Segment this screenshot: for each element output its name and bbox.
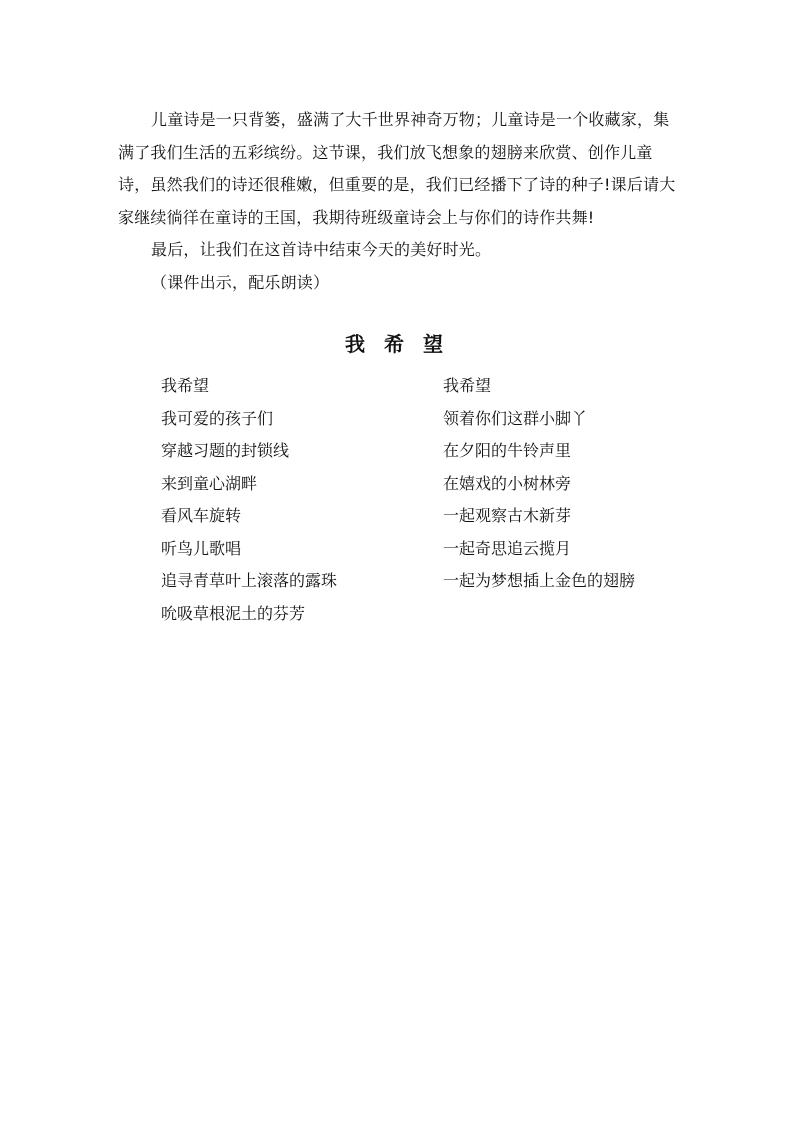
poem-right-column [443,370,635,598]
poem-line: 一起奇思追云揽月 [443,538,572,558]
poem-line: 听鸟儿歌唱 [161,538,242,558]
poem-line: 我希望 [443,376,492,395]
poem-line: 一起为梦想插上金色的翅膀 [443,571,636,590]
poem-line: 穿越习题的封锁线 [161,441,290,460]
poem-line: 在夕阳的牛铃声里 [443,441,572,460]
poem-title: 我 希 望 [345,332,449,356]
poem-line: 吮吸草根泥土的芬芳 [161,603,306,623]
intro-paragraph: 儿童诗是一只背篓，盛满了大千世界神奇万物；儿童诗是一个收藏家，集满了我们生活的五彩缤纷。这节课，我们放飞想象的翅膀来欣赏、创作儿童诗，虽然我们的诗还很稚嫩，但重要的是，我们已经播下了诗的种子!课后请大家继续徜徉在童诗的王国，我期待班级童诗会上与你们的诗作共舞! [118,110,676,227]
poem-line: 我希望 [161,376,210,395]
poem-line: 我可爱的孩子们 [161,408,274,428]
poem-line: 在嬉戏的小树林旁 [443,473,572,493]
closing-paragraph: 最后，让我们在这首诗中结束今天的美好时光。 [151,240,492,259]
stage-direction: （课件出示，配乐朗读） [151,272,330,292]
poem-left-column [161,370,337,630]
poem-line: 一起观察古木新芽 [443,506,572,525]
poem-line: 看风车旋转 [161,506,242,525]
intro-text [118,104,678,299]
poem-line: 领着你们这群小脚丫 [443,408,588,428]
poem-line: 追寻青草叶上滚落的露珠 [161,571,338,590]
poem-line: 来到童心湖畔 [161,473,258,493]
